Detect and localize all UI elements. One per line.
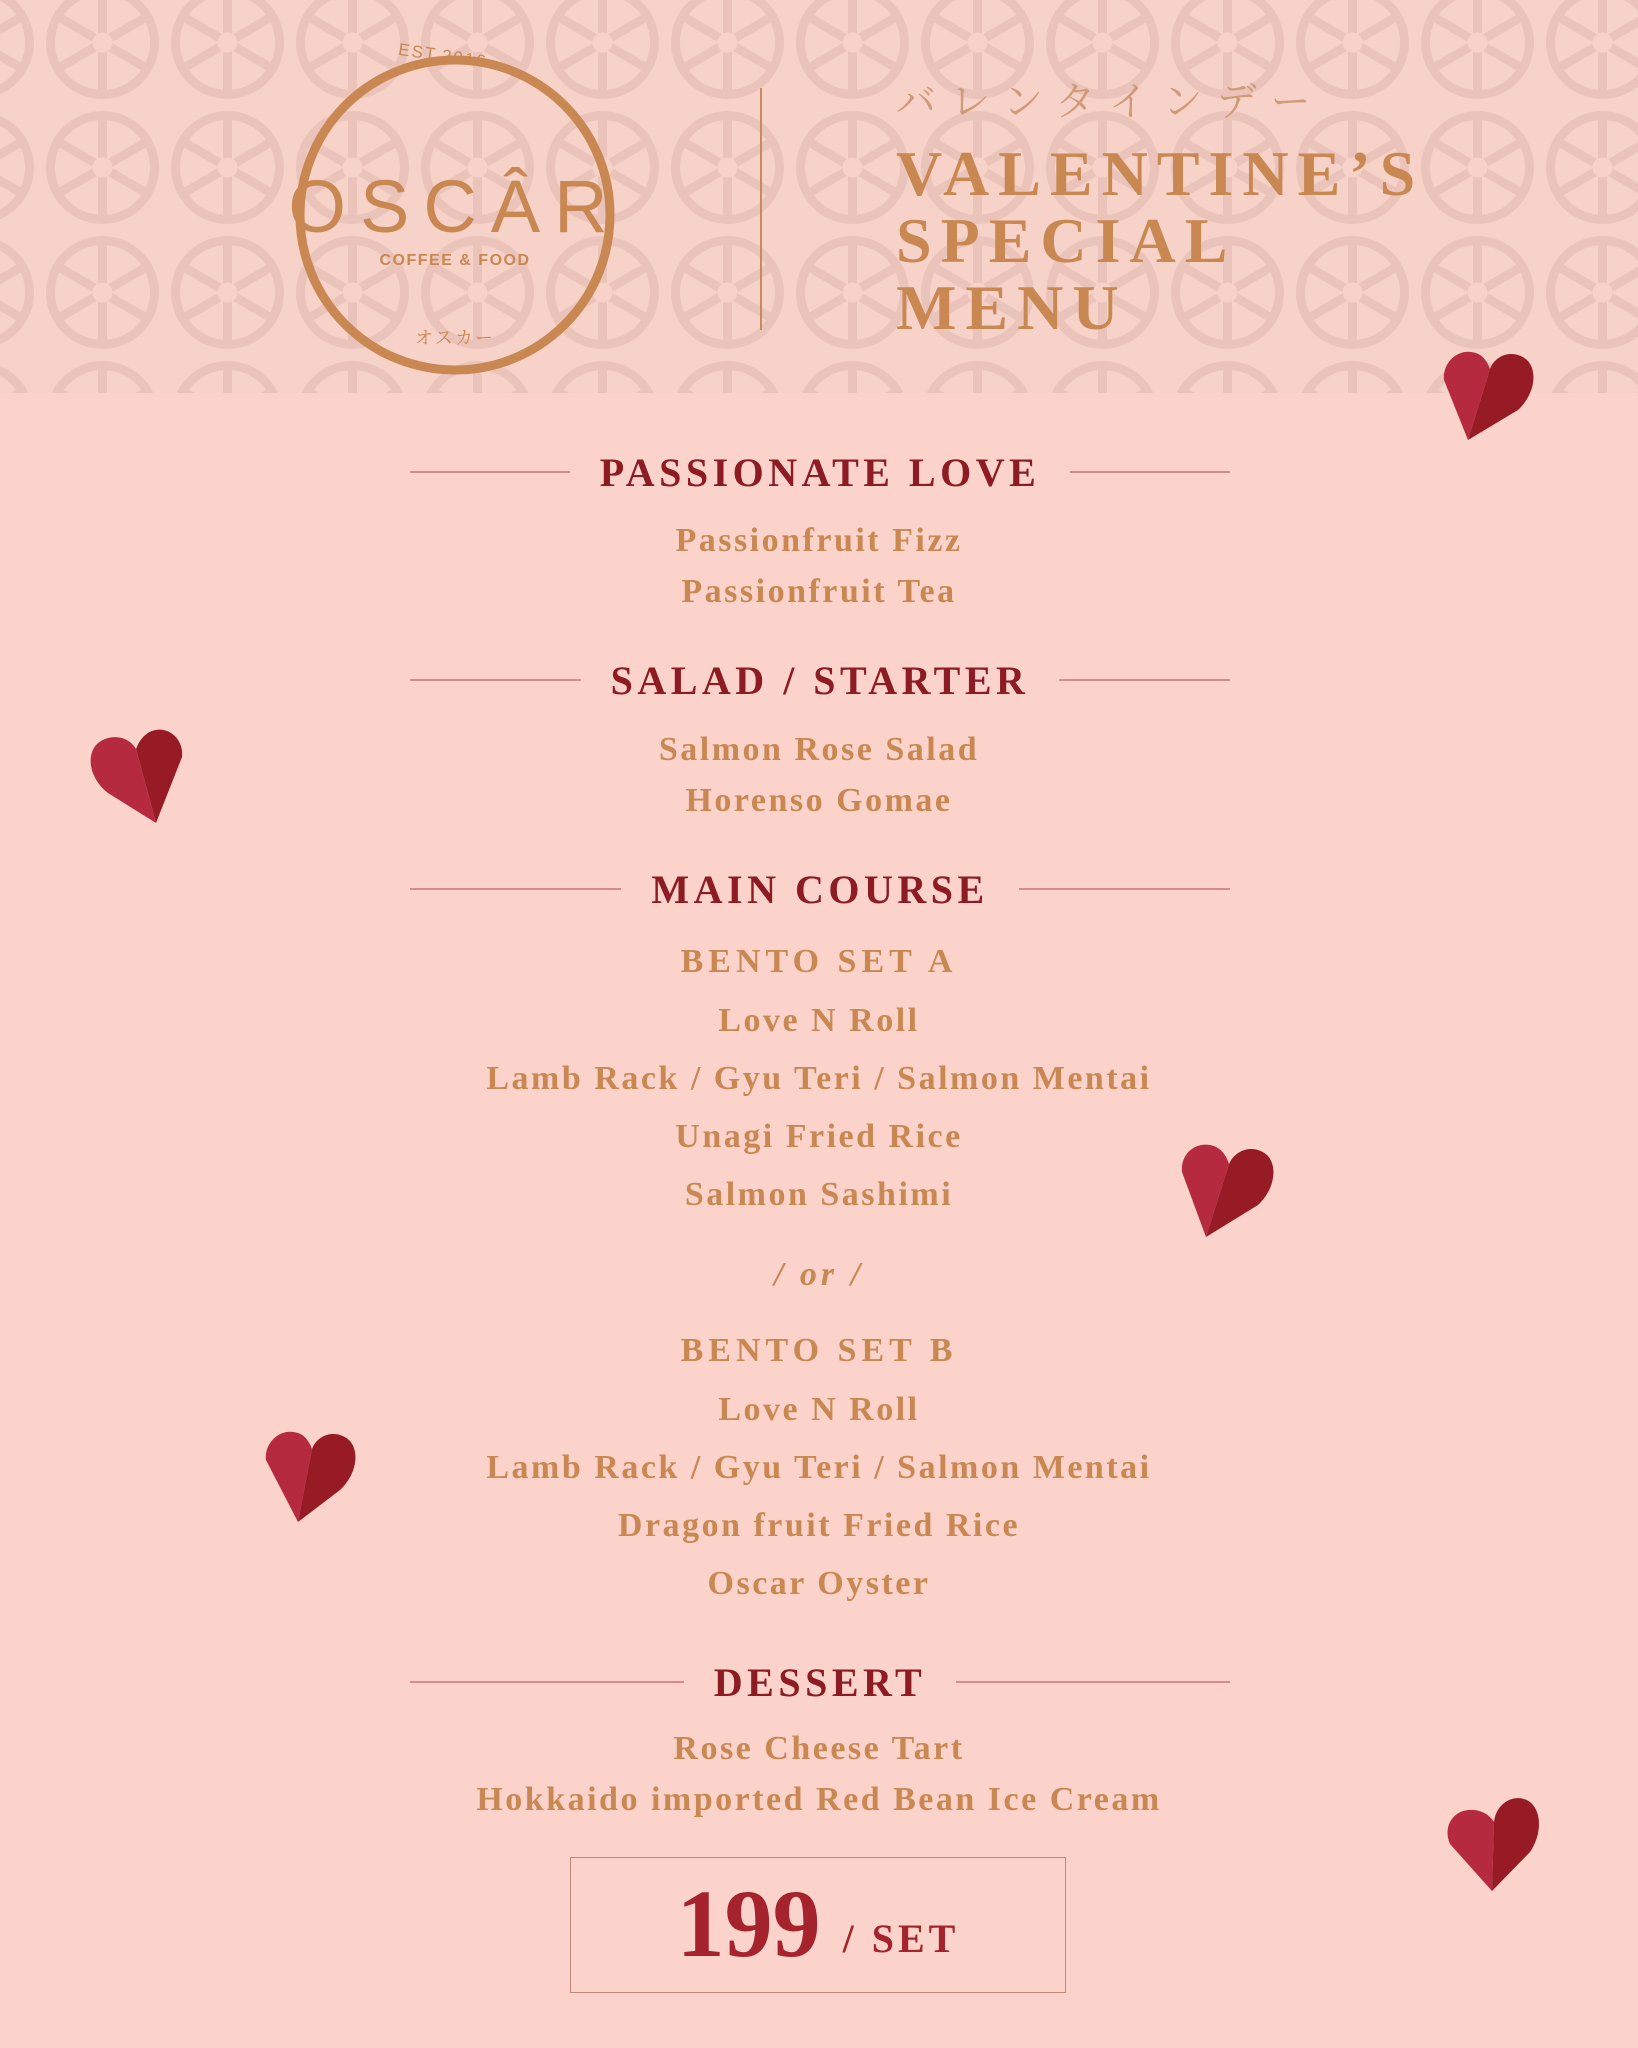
section-dessert — [410, 1660, 1230, 1704]
menu-item: Passionfruit Tea — [681, 573, 957, 610]
section-title: SALAD / STARTER — [610, 657, 1030, 703]
section-rule — [410, 679, 581, 681]
oscar-logo — [270, 40, 640, 380]
title-line-2: SPECIAL — [896, 205, 1237, 276]
or-separator: / or / — [773, 1256, 865, 1293]
section-main-course — [410, 867, 1230, 911]
section-passionate-love — [410, 450, 1230, 494]
section-rule — [410, 888, 621, 890]
menu-item: Love N Roll — [718, 1002, 920, 1039]
section-rule — [1059, 679, 1230, 681]
price-amount: 199 — [676, 1870, 821, 1977]
section-title: DESSERT — [713, 1659, 927, 1705]
title-line-1: VALENTINE’S — [896, 138, 1425, 209]
logo-est: EST.2016 — [397, 39, 489, 72]
price-unit: / SET — [842, 1916, 960, 1961]
menu-item: Lamb Rack / Gyu Teri / Salmon Mentai — [486, 1060, 1152, 1097]
logo-name: OSCÂR — [288, 165, 622, 248]
jp-title: バレンタインデー — [896, 79, 1325, 125]
section-title: PASSIONATE LOVE — [599, 449, 1041, 495]
menu-item: Rose Cheese Tart — [673, 1730, 965, 1767]
section-rule — [1070, 471, 1230, 473]
section-title: MAIN COURSE — [651, 866, 989, 912]
logo-tagline: COFFEE & FOOD — [379, 252, 531, 269]
price-box — [570, 1857, 1066, 1993]
menu-item: Lamb Rack / Gyu Teri / Salmon Mentai — [486, 1449, 1152, 1486]
menu-item: Unagi Fried Rice — [675, 1118, 963, 1155]
menu-item: Dragon fruit Fried Rice — [617, 1507, 1021, 1544]
logo-jp: オスカー — [415, 328, 495, 349]
section-rule — [410, 1681, 684, 1683]
menu-item: Salmon Rose Salad — [658, 731, 980, 768]
section-salad-starter — [410, 658, 1230, 702]
section-rule — [956, 1681, 1230, 1683]
menu-item: Passionfruit Fizz — [675, 522, 963, 559]
title-line-3: MENU — [896, 272, 1128, 343]
menu-item: Hokkaido imported Red Bean Ice Cream — [476, 1781, 1162, 1818]
bento-set-a-title: BENTO SET A — [680, 943, 958, 980]
section-rule — [1019, 888, 1230, 890]
menu-item: Salmon Sashimi — [684, 1176, 954, 1213]
menu-item: Horenso Gomae — [685, 782, 953, 819]
heart-icon — [1438, 345, 1538, 445]
section-rule — [410, 471, 570, 473]
bento-set-b-title: BENTO SET B — [680, 1332, 958, 1369]
header-band — [0, 0, 1638, 393]
header-divider — [760, 88, 762, 330]
menu-item: Oscar Oyster — [707, 1565, 931, 1602]
menu-item: Love N Roll — [718, 1391, 920, 1428]
